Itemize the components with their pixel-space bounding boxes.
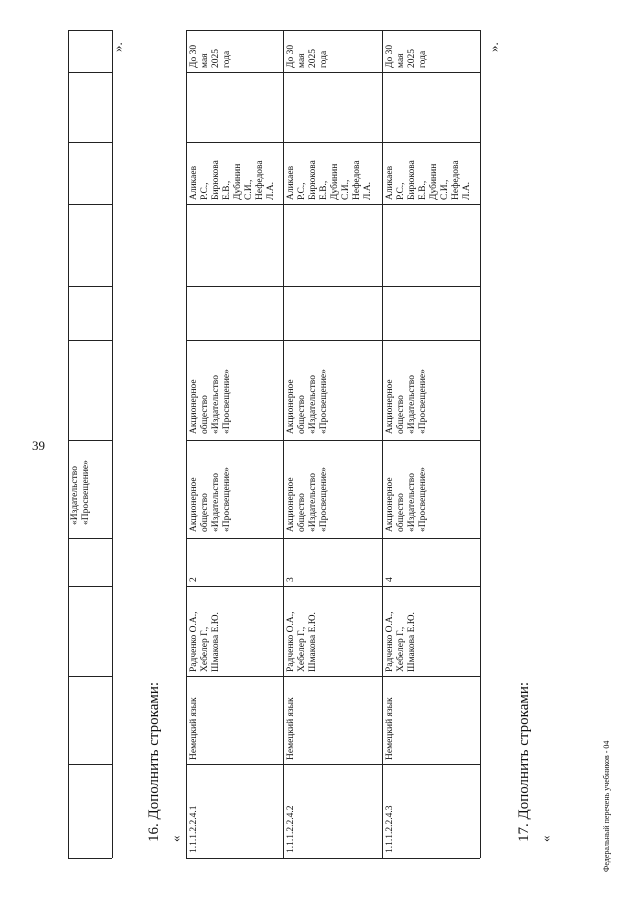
cell-experts: Аликаев Р.С., Бирюкова Е.В., Дубинин С.И., Нефедова Л.А. — [385, 160, 472, 200]
cell-code: 1.1.1.2.2.4.2 — [286, 805, 296, 853]
cell-subject: Немецкий язык — [385, 697, 395, 760]
cell-experts: Аликаев Р.С., Бирюкова Е.В., Дубинин С.И., Нефедова Л.А. — [286, 160, 373, 200]
section17-open-quote: « — [538, 835, 553, 842]
cell-publisher: Акционерное общество «Издательство «Просвещение» — [385, 467, 428, 532]
cell-subject: Немецкий язык — [286, 697, 296, 760]
cell-subject: Немецкий язык — [189, 697, 199, 760]
cell-publisher: Акционерное общество «Издательство «Просвещение» — [286, 467, 329, 532]
cell-authors: Радченко О.А., Хебелер Г., Шмакова Е.Ю. — [385, 611, 417, 672]
table-close-quote: ». — [486, 42, 501, 52]
section17-heading: 17. Дополнить строками: — [516, 681, 532, 842]
section16-close-quote: ». — [110, 42, 125, 52]
cell-org: Акционерное общество «Издательство «Просвещение» — [286, 369, 329, 434]
cell-deadline: До 30 мая 2025 года — [189, 44, 232, 68]
cell-org: Акционерное общество «Издательство «Просвещение» — [189, 369, 232, 434]
section16-open-quote: « — [168, 835, 183, 842]
page-footer: Федеральный перечень учебников - 04 — [602, 740, 611, 872]
cell-grade: 4 — [385, 577, 395, 582]
cell-experts: Аликаев Р.С., Бирюкова Е.В., Дубинин С.И., Нефедова Л.А. — [189, 160, 276, 200]
cell-org: Акционерное общество «Издательство «Просвещение» — [385, 369, 428, 434]
cell-publisher: Акционерное общество «Издательство «Просвещение» — [189, 467, 232, 532]
cell-deadline: До 30 мая 2025 года — [385, 44, 428, 68]
section16-heading: 16. Дополнить строками: — [146, 681, 162, 842]
cell-code: 1.1.1.2.2.4.1 — [189, 805, 199, 853]
cell-grade: 3 — [286, 577, 296, 582]
cell-code: 1.1.1.2.2.4.3 — [385, 805, 395, 853]
page-number: 39 — [32, 438, 45, 453]
fragment-publisher: «Издательство «Просвещение» — [70, 460, 91, 525]
cell-authors: Радченко О.А., Хебелер Г., Шмакова Е.Ю. — [189, 611, 221, 672]
cell-authors: Радченко О.А., Хебелер Г., Шмакова Е.Ю. — [286, 611, 318, 672]
cell-deadline: До 30 мая 2025 года — [286, 44, 329, 68]
cell-grade: 2 — [189, 577, 199, 582]
